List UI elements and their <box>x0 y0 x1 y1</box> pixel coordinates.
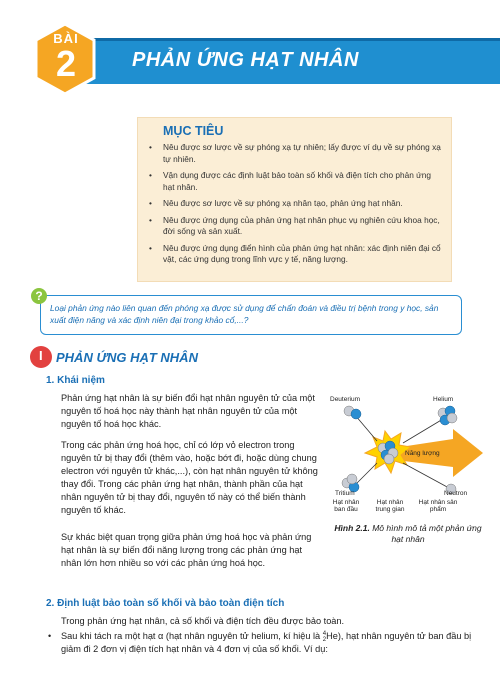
label-tritium: Tritium <box>335 490 355 497</box>
helium-symbol: He <box>326 631 338 641</box>
question-text: Loại phản ứng nào liên quan đến phóng xạ được sử dụng để chẩn đoán và điều trị bệnh trong y học, sản xuất điện năng và xác định niên đại trong khảo cổ,...? <box>50 303 439 325</box>
paragraph-definition: Phản ứng hạt nhân là sự biến đổi hạt nhân nguyên tử của một nguyên tố hoá học này thành hạt nhân nguyên tử của một nguyên tố hoá học khác. <box>61 393 315 429</box>
section-number: I <box>39 348 43 363</box>
figure-caption-text: Mô hình mô tả một phản ứng hạt nhân <box>369 523 482 544</box>
goals-title: MỤC TIÊU <box>163 124 224 138</box>
goal-item: • Nêu được sơ lược về sự phóng xạ tự nhiên; lấy được ví dụ về sự phóng xạ tự nhiên. <box>146 142 442 165</box>
figure-caption-number: Hình 2.1. <box>334 523 370 533</box>
question-icon: ? <box>31 288 47 304</box>
alpha-decay-text-start: Sau khi tách ra một hạt α (hạt nhân nguyên tử helium, kí hiệu là <box>61 631 323 641</box>
title-bar-edge <box>55 38 500 41</box>
page-title: PHẢN ỨNG HẠT NHÂN <box>132 49 359 71</box>
label-initial-nucleus: Hạt nhân ban đầu <box>332 499 360 513</box>
paragraph-conservation: Trong phản ứng hạt nhân, cả số khối và điện tích đều được bảo toàn. <box>61 616 345 626</box>
goal-item: • Nêu được ứng dụng điển hình của phản ứng hạt nhân: xác định niên đại cổ vật, các ứng dụng trong lĩnh vực y tế, năng lượng. <box>146 243 442 266</box>
paragraph-alpha-decay <box>61 630 481 656</box>
lesson-number: 2 <box>55 43 77 84</box>
paragraph-difference: Sự khác biệt quan trọng giữa phản ứng hoá học và phản ứng hạt nhân là sự biến đổi năng lượng trong các phản ứng hạt nhân lớn hơn nhiều so với các phản ứng hoá học. <box>61 532 312 568</box>
lesson-label: BÀI <box>53 31 79 46</box>
goal-item: • Vận dụng được các định luật bảo toàn số khối và điện tích cho phản ứng hạt nhân. <box>146 170 442 193</box>
label-product-nucleus: Hạt nhân sản phẩm <box>418 499 458 513</box>
label-neutron: Neutron <box>444 490 468 497</box>
alpha-decay-text-end: ), hạt nhân nguyên tử ban đầu bị giảm đi 2 đơn vị điện tích hạt nhân và 4 đơn vị của số khối. Ví dụ: <box>61 631 472 654</box>
goal-item: • Nêu được ứng dụng của phản ứng hạt nhân phục vụ nghiên cứu khoa học, đời sống và sản xuất. <box>146 215 442 238</box>
bullet-dot: • <box>48 631 52 641</box>
paragraph-comparison: Trong các phản ứng hoá học, chỉ có lớp vỏ electron trong nguyên tử bị thay đổi (thêm vào, hoặc bớt đi, hoặc dùng chung electron với nguyên tử khác,...), còn hạt nhân nguyên tử không thay đổi. Trong các phản ứng hạt nhân, thành phần của hạt nhân nguyên tử bị thay đổi, nguyên tố này có thể biến thành nguyên tố khác. <box>61 440 318 515</box>
figure-caption <box>330 523 486 545</box>
label-helium: Helium <box>433 396 454 403</box>
mass-number: 4 <box>322 630 327 637</box>
goals-list <box>146 142 442 271</box>
label-deuterium: Deuterium <box>330 396 360 403</box>
label-energy: Năng lượng <box>405 450 440 457</box>
helium-nucleus-icon <box>438 406 457 425</box>
atomic-number: 2 <box>322 636 327 643</box>
label-intermediate-nucleus: Hạt nhân trung gian <box>375 499 405 513</box>
subsection-title-conservation: 2. Định luật bảo toàn số khối và bảo toàn điện tích <box>46 598 285 609</box>
goal-item: • Nêu được sơ lược về sự phóng xạ nhân tạo, phản ứng hạt nhân. <box>146 198 442 210</box>
subsection-title-concept: 1. Khái niệm <box>46 375 105 386</box>
section-title: PHẢN ỨNG HẠT NHÂN <box>56 350 198 365</box>
deuterium-nucleus-icon <box>344 406 361 419</box>
